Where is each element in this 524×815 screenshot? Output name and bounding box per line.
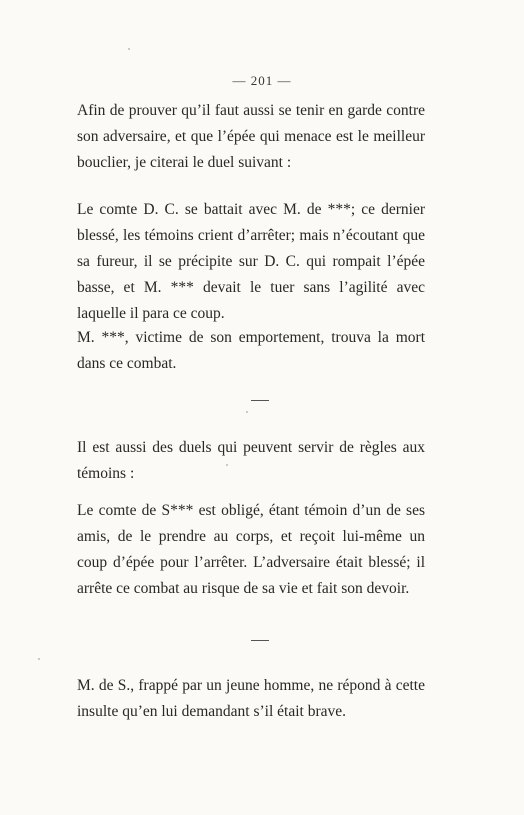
section-separator bbox=[251, 640, 269, 641]
paragraph-victim bbox=[77, 325, 425, 377]
paragraph-duel-dc bbox=[77, 197, 425, 327]
paragraph-text: Le comte de S*** est obligé, étant témoin d’un de ses amis, de le prendre au corps, et reçoit lui-même un coup d’épée pour l’arrêter. L’adversaire était blessé; il arrête ce combat au risque de sa vie et fait son devoir. bbox=[77, 502, 425, 597]
paragraph-rules bbox=[77, 435, 425, 487]
paper-speck bbox=[38, 658, 40, 660]
paragraph-text: M. ***, victime de son emportement, trouva la mort dans ce combat. bbox=[77, 329, 425, 372]
paper-speck bbox=[246, 411, 248, 413]
paragraph-intro bbox=[77, 98, 425, 176]
page-number: — 201 — bbox=[232, 73, 292, 88]
paragraph-text: M. de S., frappé par un jeune homme, ne répond à cette insulte qu’en lui demandant s’il était brave. bbox=[77, 677, 425, 720]
paragraph-insult bbox=[77, 673, 425, 725]
section-separator bbox=[251, 400, 269, 401]
paragraph-text: Le comte D. C. se battait avec M. de ***; ce dernier blessé, les témoins crient d’arrêter; mais n’écoutant que sa fureur, il se précipite sur D. C. qui rompait l’épée basse, et M. *** devait le tuer sans l’agilité avec laquelle il para ce coup. bbox=[77, 201, 425, 322]
paragraph-text: Il est aussi des duels qui peuvent servir de règles aux témoins : bbox=[77, 439, 425, 482]
paper-speck bbox=[128, 48, 130, 50]
paragraph-duel-s bbox=[77, 498, 425, 602]
paper-speck bbox=[226, 464, 228, 466]
paragraph-text: Afin de prouver qu’il faut aussi se tenir en garde contre son adversaire, et que l’épée qui menace est le meilleur bouclier, je citerai le duel suivant : bbox=[77, 102, 425, 171]
